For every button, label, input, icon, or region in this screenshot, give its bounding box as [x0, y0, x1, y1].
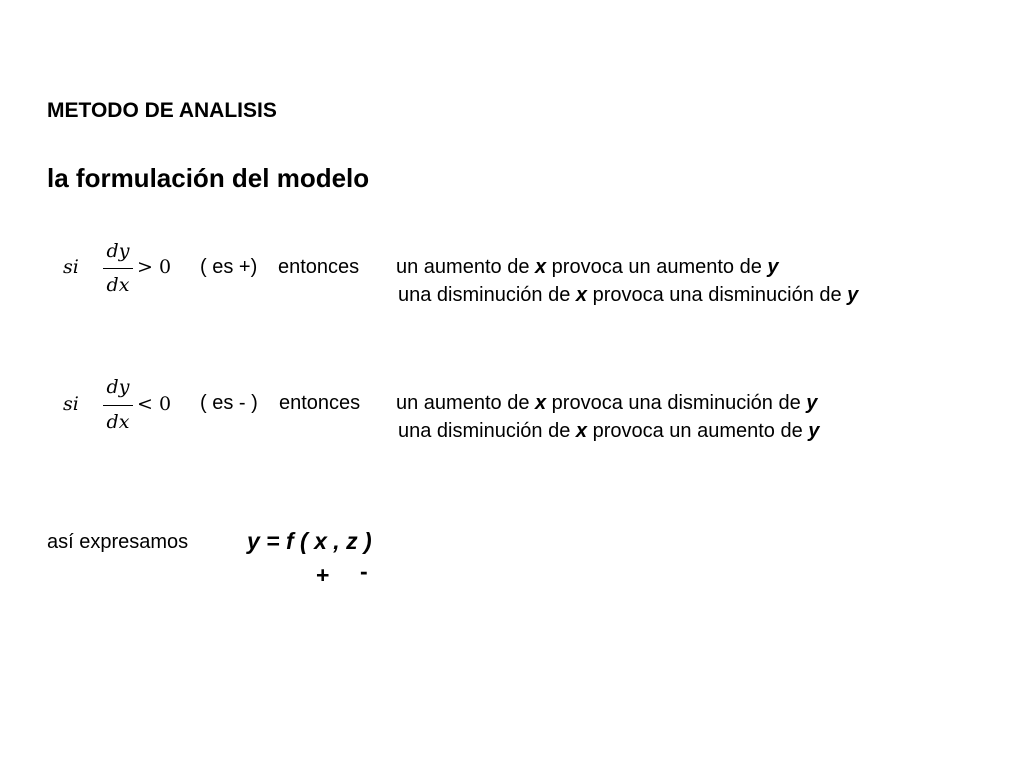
variable-y: y: [808, 420, 820, 442]
consequence-line-1: [396, 392, 817, 415]
variable-y: y: [806, 392, 818, 414]
si-label: si: [63, 393, 79, 415]
slide-subheading: la formulación del modelo: [47, 163, 370, 193]
variable-x: x: [535, 392, 547, 414]
text-part: provoca un aumento de: [546, 256, 768, 278]
fraction-bar: [103, 268, 133, 269]
variable-y: y: [767, 256, 779, 278]
variable-y: y: [847, 284, 859, 306]
consequence-line-2: [398, 284, 858, 307]
then-text: entonces: [279, 392, 361, 414]
variable-x: x: [575, 284, 588, 306]
variable-x: x: [575, 420, 588, 442]
sign-z: -: [360, 558, 368, 584]
derivative-numerator: dy: [106, 376, 130, 398]
consequence-line-2: [398, 420, 819, 443]
variable-x: x: [535, 256, 547, 278]
text-part: provoca un aumento de: [587, 420, 809, 442]
derivative-denominator: dx: [106, 274, 130, 296]
sign-x: +: [316, 562, 330, 588]
relation: > 0: [137, 256, 172, 278]
derivative-numerator: dy: [106, 240, 130, 262]
consequence-line-1: [396, 256, 779, 279]
slide-heading: METODO DE ANALISIS: [47, 99, 277, 122]
relation: < 0: [137, 393, 172, 415]
derivative-denominator: dx: [106, 411, 130, 433]
text-part: provoca una disminución de: [587, 284, 848, 306]
si-label: si: [63, 256, 79, 278]
sign-text: ( es - ): [200, 392, 258, 414]
text-part: un aumento de: [396, 392, 535, 414]
function-expression: y = f ( x , z ): [247, 528, 372, 554]
text-part: una disminución de: [398, 420, 576, 442]
then-text: entonces: [278, 256, 360, 278]
fraction-bar: [103, 405, 133, 406]
sign-text: ( es +): [200, 256, 258, 278]
text-part: provoca una disminución de: [546, 392, 807, 414]
text-part: una disminución de: [398, 284, 576, 306]
expression-label: así expresamos: [47, 531, 189, 553]
text-part: un aumento de: [396, 256, 535, 278]
